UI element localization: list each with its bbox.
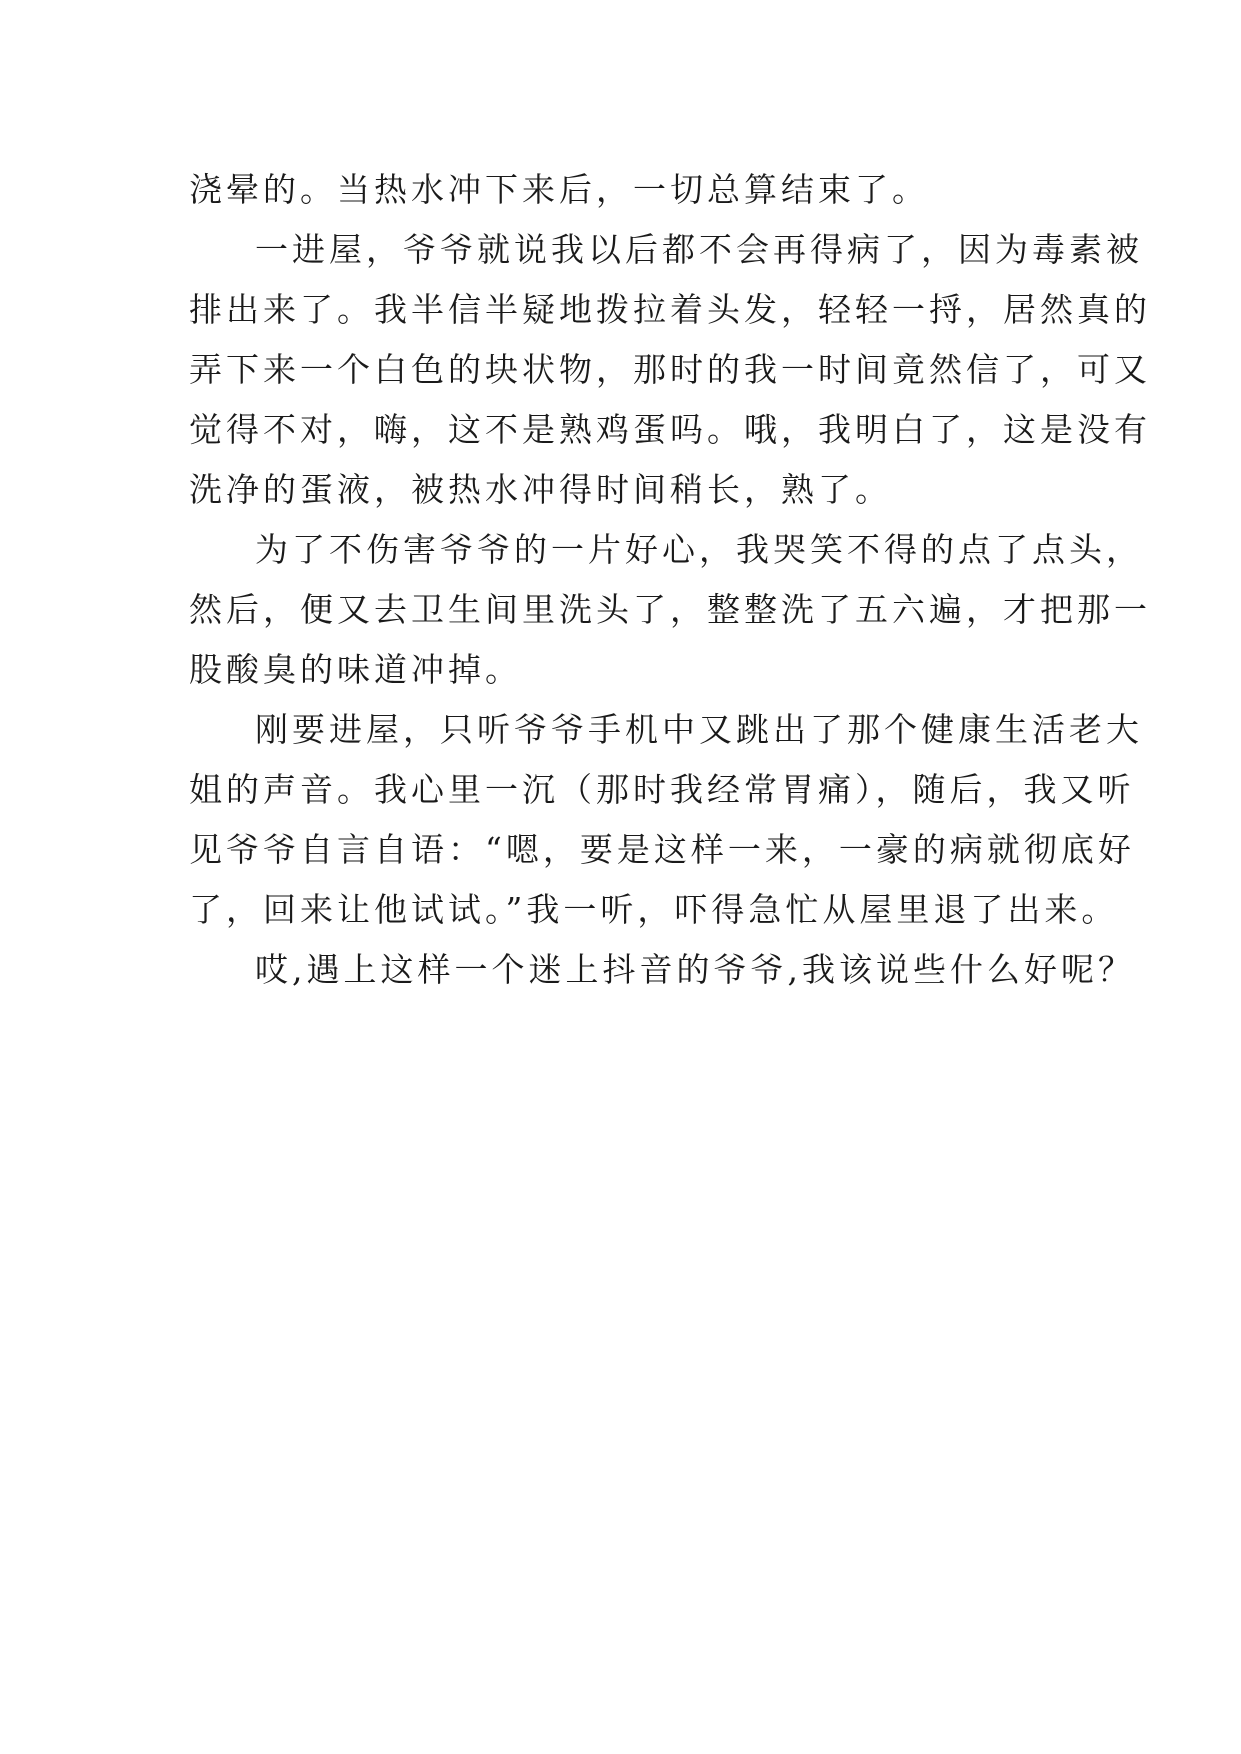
text-line: 见爷爷自言自语：“嗯，要是这样一来，一豪的病就彻底好 — [189, 830, 1135, 869]
text-line: 排出来了。我半信半疑地拨拉着头发，轻轻一捋，居然真的 — [189, 290, 1151, 329]
text-line: 然后，便又去卫生间里洗头了，整整洗了五六遍，才把那一 — [189, 590, 1151, 629]
text-line: 了，回来让他试试。”我一听，吓得急忙从屋里退了出来。 — [189, 890, 1119, 929]
text-line: 一进屋，爷爷就说我以后都不会再得病了，因为毒素被 — [255, 230, 1143, 269]
body-text — [189, 160, 1151, 1000]
text-line: 弄下来一个白色的块状物，那时的我一时间竟然信了，可又 — [189, 350, 1151, 389]
text-line: 刚要进屋，只听爷爷手机中又跳出了那个健康生活老大 — [255, 710, 1143, 749]
text-line: 觉得不对，嗨，这不是熟鸡蛋吗。哦，我明白了，这是没有 — [189, 410, 1151, 449]
text-line: 股酸臭的味道冲掉。 — [189, 650, 522, 689]
text-line: 哎,遇上这样一个迷上抖音的爷爷,我该说些什么好呢？ — [255, 950, 1135, 989]
text-line: 洗净的蛋液，被热水冲得时间稍长，熟了。 — [189, 470, 892, 509]
text-line: 浇晕的。当热水冲下来后，一切总算结束了。 — [189, 170, 929, 209]
text-line: 为了不伤害爷爷的一片好心，我哭笑不得的点了点头， — [255, 530, 1143, 569]
text-line: 姐的声音。我心里一沉（那时我经常胃痛），随后，我又听 — [189, 770, 1135, 809]
